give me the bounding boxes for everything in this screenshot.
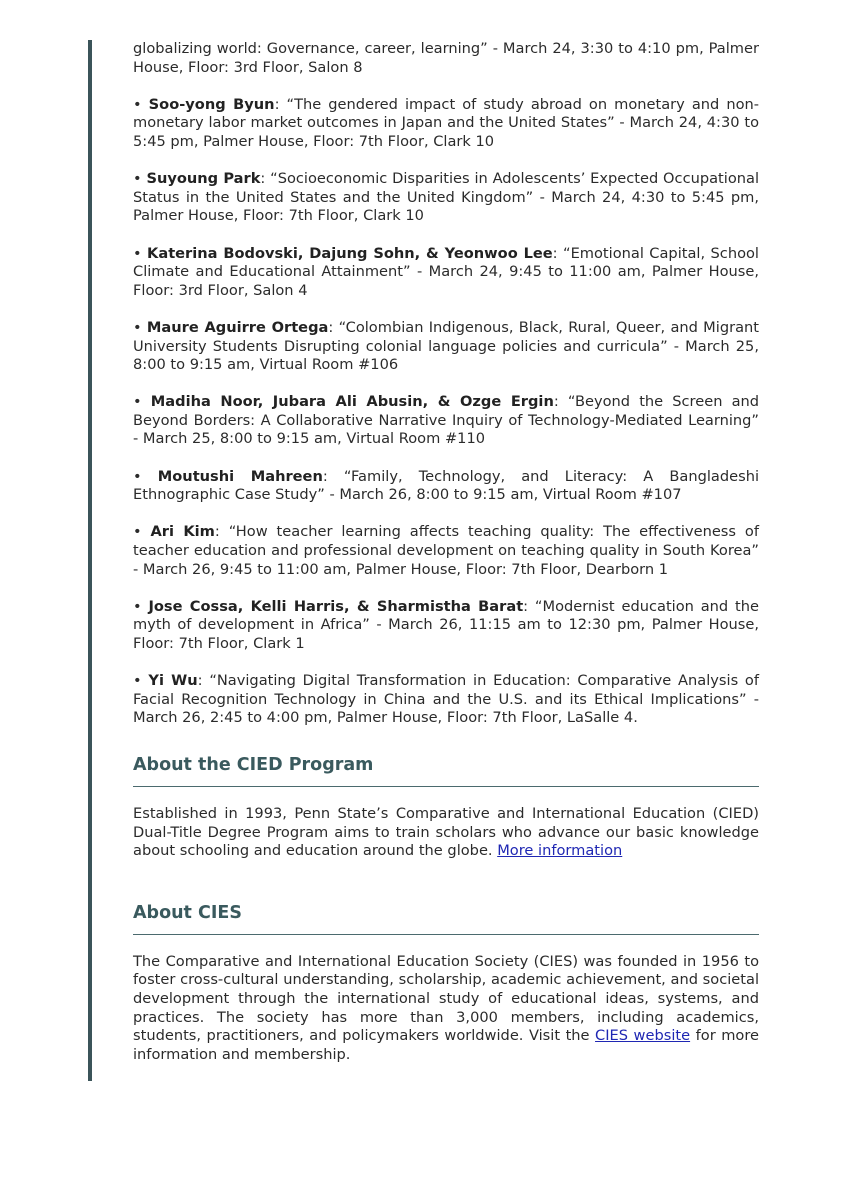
about-cies-heading: About CIES <box>133 902 242 923</box>
presentation-item <box>133 523 759 579</box>
presentation-authors: Suyoung Park <box>146 170 261 188</box>
presentation-authors: Maure Aguirre Ortega <box>146 318 329 336</box>
presentation-authors: Soo-yong Byun <box>148 95 275 113</box>
presentations-list <box>133 96 759 728</box>
presentation-item <box>133 393 759 449</box>
presentation-details: : “Navigating Digital Transformation in Education: Comparative Analysis of Facial Recognition Technology in China and the U.S. and its Ethical Implications” - March 26, 2:45 to 4:00 pm, Palmer House, Floor: 7th Floor, LaSalle 4. <box>133 672 760 727</box>
bullet: • <box>133 393 142 411</box>
presentation-authors: Moutushi Mahreen <box>157 467 323 485</box>
presentation-authors: Yi Wu <box>148 672 198 690</box>
bullet: • <box>133 170 142 188</box>
about-cied-paragraph <box>133 805 759 861</box>
section-divider <box>133 786 759 787</box>
presentation-details: : “How teacher learning affects teaching quality: The effectiveness of teacher education and professional development on teaching quality in South Korea” - March 26, 9:45 to 11:00 am, Palmer House, Floor: 7th Floor, Dearborn 1 <box>133 523 759 578</box>
presentation-details: : “Socioeconomic Disparities in Adolescents’ Expected Occupational Status in the United States and the United Kingdom” - March 24, 4:30 to 5:45 pm, Palmer House, Floor: 7th Floor, Clark 10 <box>133 170 759 225</box>
bullet: • <box>133 467 142 485</box>
bullet: • <box>133 672 142 690</box>
cies-website-link[interactable]: CIES website <box>595 1027 691 1045</box>
presentation-details: : “Colombian Indigenous, Black, Rural, Queer, and Migrant University Students Disrupting colonial language policies and curricula” - March 25, 8:00 to 9:15 am, Virtual Room #106 <box>133 318 760 374</box>
presentation-item <box>133 245 759 301</box>
about-cied-text: Established in 1993, Penn State’s Comparative and International Education (CIED) Dual-Title Degree Program aims to train scholars who advance our basic knowledge about schooling and education around the globe. <box>133 804 759 860</box>
bullet: • <box>133 318 142 336</box>
newsletter-body <box>133 40 759 1083</box>
about-cied-heading: About the CIED Program <box>133 754 374 775</box>
left-accent-rule <box>88 40 92 1081</box>
bullet: • <box>133 597 142 615</box>
presentation-authors: Jose Cossa, Kelli Harris, & Sharmistha Barat <box>148 597 524 615</box>
presentation-details: : “Beyond the Screen and Beyond Borders: A Collaborative Narrative Inquiry of Technology-Mediated Learning” - March 25, 8:00 to 9:15 am, Virtual Room #110 <box>133 393 760 448</box>
about-cies-paragraph <box>133 953 759 1065</box>
bullet: • <box>133 523 142 541</box>
presentation-details: : “Family, Technology, and Literacy: A Bangladeshi Ethnographic Case Study” - March 26, 8:00 to 9:15 am, Virtual Room #107 <box>133 467 760 504</box>
presentation-item <box>133 170 759 226</box>
bullet: • <box>133 244 142 262</box>
presentation-details: : “Emotional Capital, School Climate and Educational Attainment” - March 24, 9:45 to 11:00 am, Palmer House, Floor: 3rd Floor, Salon 4 <box>133 244 759 299</box>
presentation-details: : “Modernist education and the myth of development in Africa” - March 26, 11:15 am to 12:30 pm, Palmer House, Floor: 7th Floor, Clark 1 <box>133 597 759 652</box>
presentation-authors: Ari Kim <box>150 523 215 541</box>
intro-continuation: globalizing world: Governance, career, learning” - March 24, 3:30 to 4:10 pm, Palmer House, Floor: 3rd Floor, Salon 8 <box>133 40 759 76</box>
presentation-details: : “The gendered impact of study abroad on monetary and non-monetary labor market outcomes in Japan and the United States” - March 24, 4:30 to 5:45 pm, Palmer House, Floor: 7th Floor, Clark 10 <box>133 95 760 150</box>
presentation-authors: Madiha Noor, Jubara Ali Abusin, & Ozge Ergin <box>150 393 554 411</box>
presentation-item <box>133 319 759 375</box>
presentation-authors: Katerina Bodovski, Dajung Sohn, & Yeonwoo Lee <box>147 244 553 262</box>
presentation-item <box>133 468 759 505</box>
more-information-link[interactable]: More information <box>497 842 623 860</box>
bullet: • <box>133 95 142 113</box>
presentation-item <box>133 672 759 728</box>
presentation-item <box>133 96 759 152</box>
presentation-item <box>133 598 759 654</box>
section-divider <box>133 934 759 935</box>
about-cies-text: The Comparative and International Education Society (CIES) was founded in 1956 to foster cross-cultural understanding, scholarship, academic achievement, and societal development through the international study of educational ideas, systems, and practices. The society has more than 3,000 members, including academics, students, practitioners, and policymakers worldwide. Visit the <box>133 952 759 1045</box>
about-cies-text-after: for more information and membership. <box>133 1027 760 1063</box>
